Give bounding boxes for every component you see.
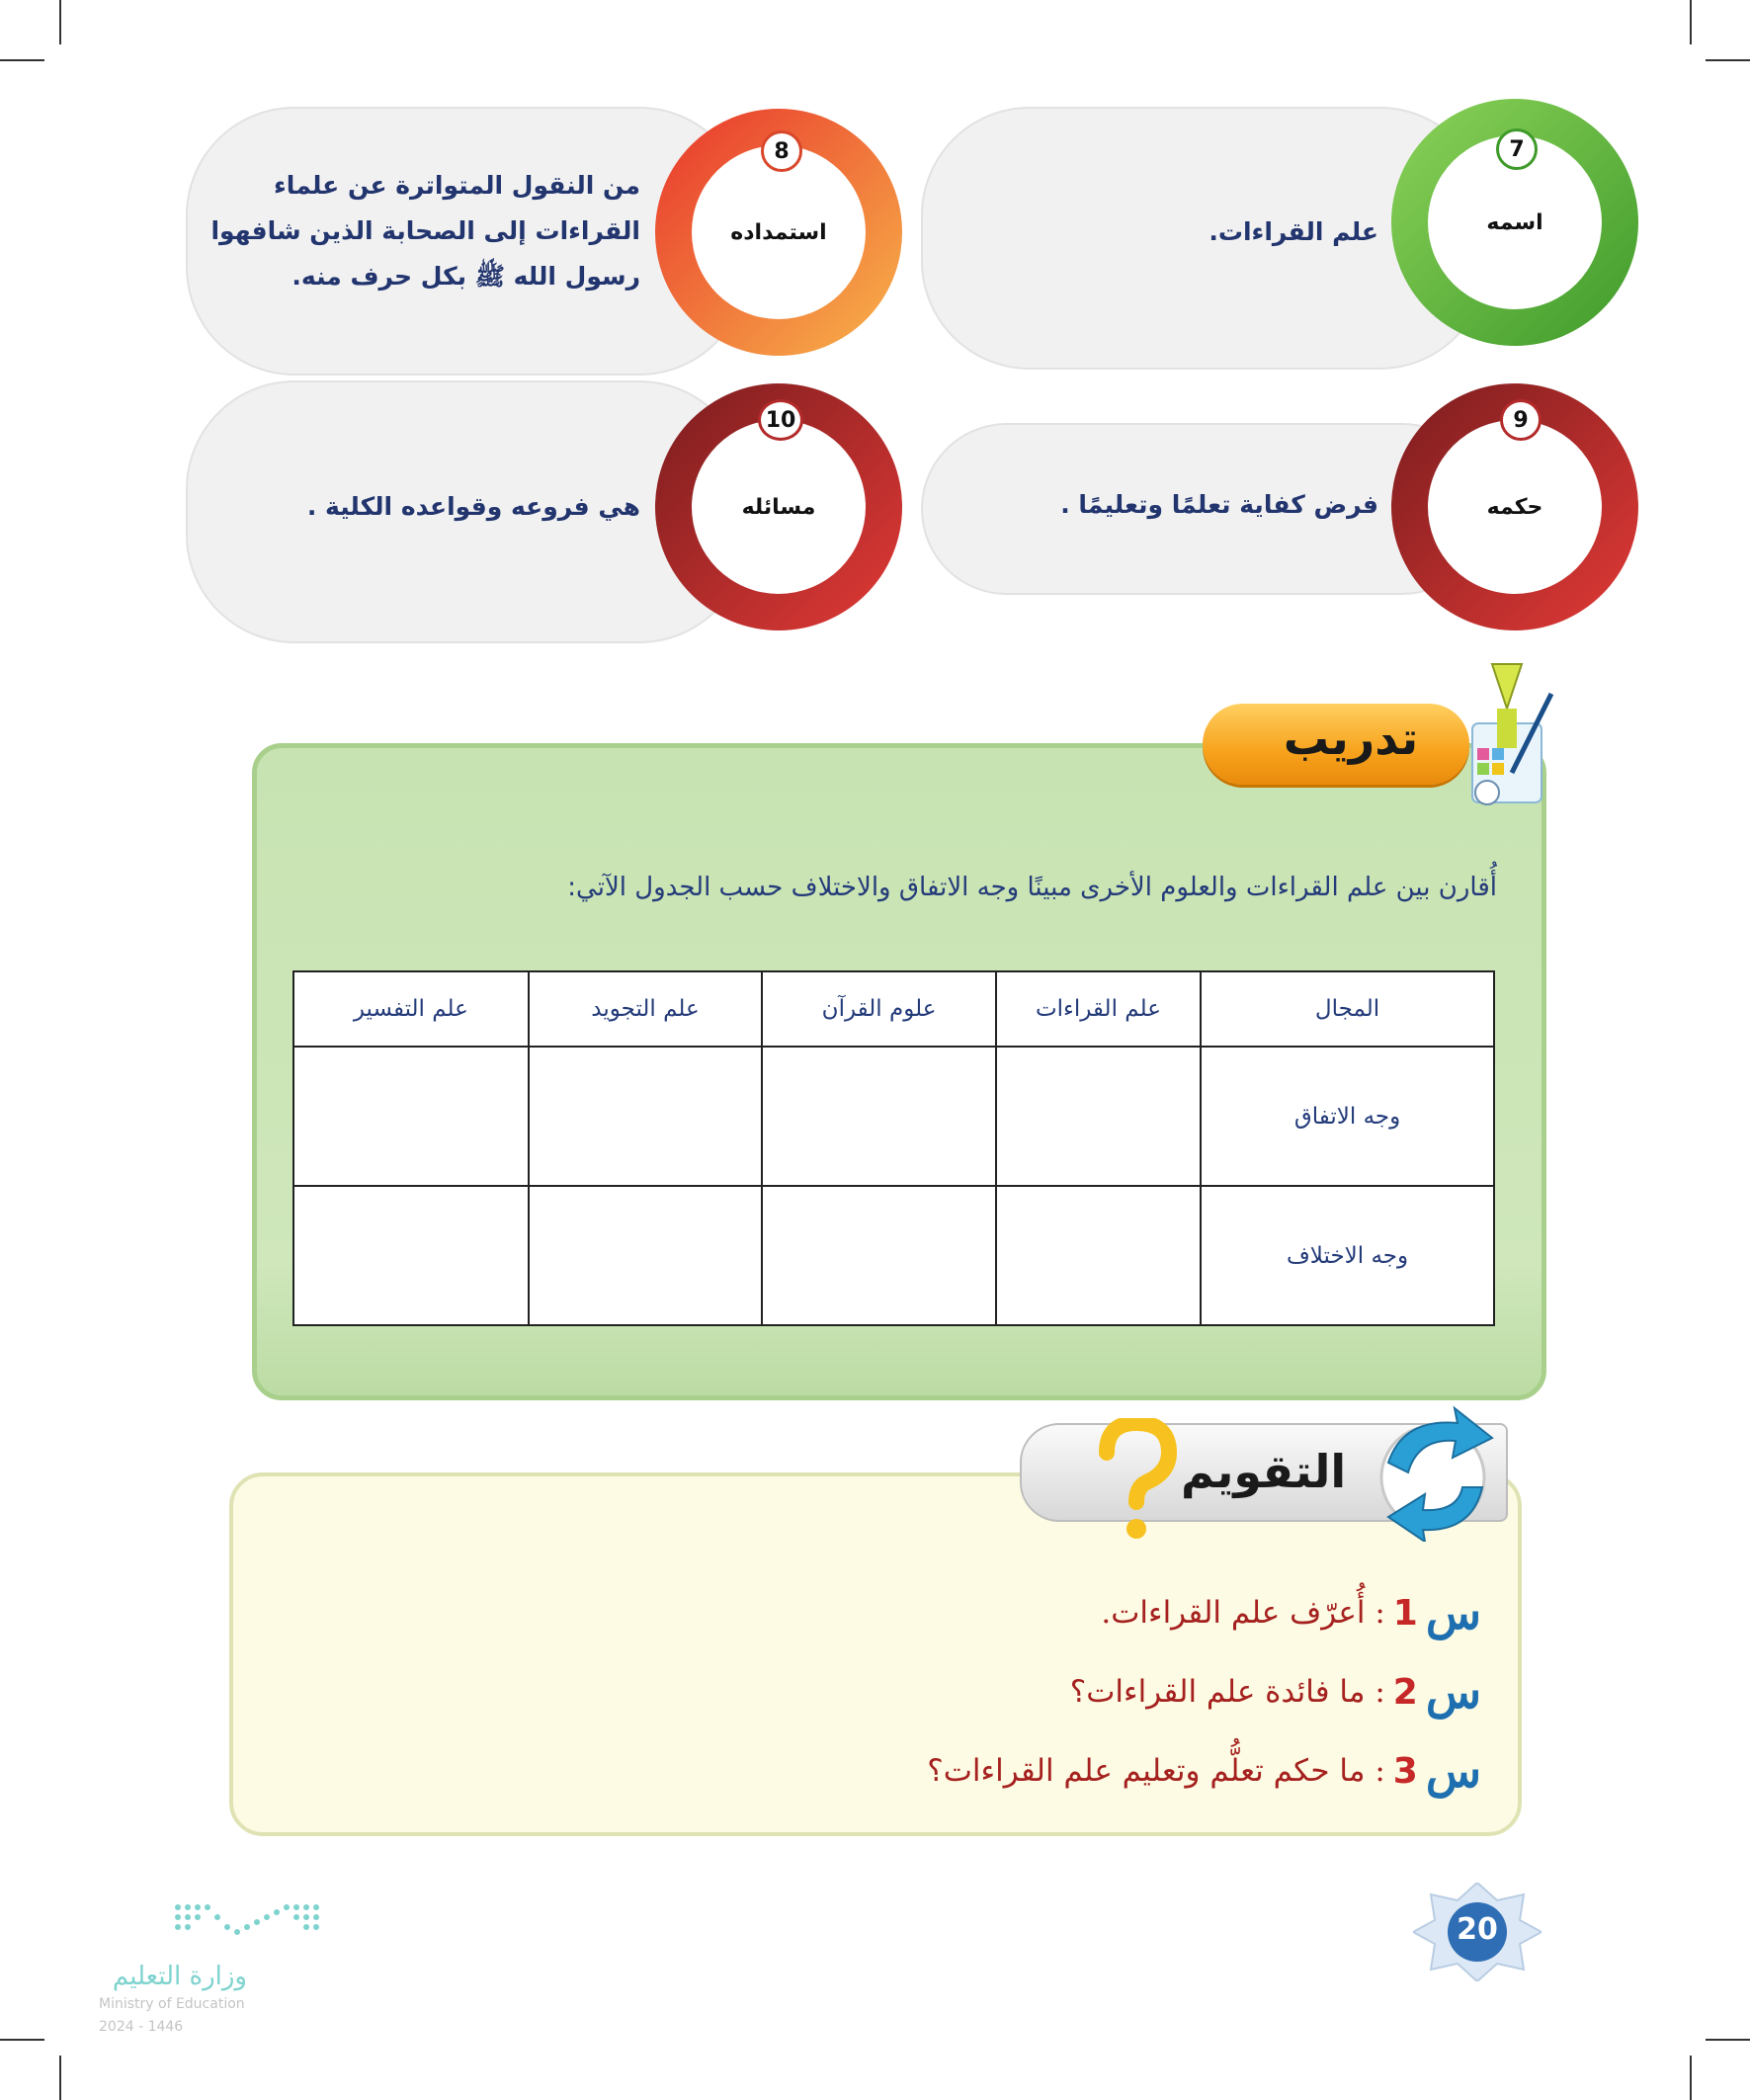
ring-label-ruling: حكمه [1428, 420, 1602, 594]
question-row [927, 1744, 1481, 1798]
crop-mark [0, 2039, 44, 2041]
table-cell [762, 1186, 996, 1325]
table-cell [293, 1186, 529, 1325]
question-number: 3 [1392, 1750, 1418, 1792]
question-row [1101, 1586, 1481, 1639]
table-header-cell: علم القراءات [996, 971, 1201, 1047]
question-mark-icon [1092, 1418, 1181, 1547]
table-cell [996, 1047, 1201, 1186]
ring-label-source: استمداده [692, 145, 866, 319]
crop-mark [1690, 0, 1692, 44]
crop-mark [0, 59, 44, 61]
table-header-cell: علم التفسير [293, 971, 529, 1047]
ring-label-issues: مسائله [692, 420, 866, 594]
crop-mark [59, 0, 61, 44]
crop-mark [1706, 2039, 1750, 2041]
page-number: 20 [1457, 1912, 1498, 1947]
card-text-ruling: فرض كفاية تعلمًا وتعليمًا . [1060, 490, 1378, 519]
table-header-cell: علم التجويد [529, 971, 763, 1047]
number-badge: 9 [1500, 399, 1542, 441]
training-title: تدريب [1283, 712, 1419, 765]
stationery-icon [1453, 654, 1571, 812]
refresh-arrow-icon [1364, 1403, 1512, 1542]
card-text-name: علم القراءات. [1208, 217, 1378, 246]
table-header-cell: علوم القرآن [762, 971, 996, 1047]
table-row [293, 1186, 1494, 1325]
crop-mark [59, 2056, 61, 2100]
edition-year: 2024 - 1446 [99, 2019, 184, 2035]
question-mark: س [1425, 1665, 1481, 1719]
table-header-cell: المجال [1201, 971, 1494, 1047]
question-number: 2 [1392, 1671, 1418, 1713]
question-mark: س [1425, 1586, 1481, 1639]
card-text-issues: هي فروعه وقواعده الكلية . [306, 492, 640, 521]
table-row [293, 1047, 1494, 1186]
question-mark: س [1425, 1744, 1481, 1798]
table-cell [529, 1047, 763, 1186]
card-text-source: من النقول المتواترة عن علماء القراءات إلى الصحابة الذين شافهوا رسول الله ﷺ بكل حرف منه. [210, 171, 640, 291]
ring-label-name: اسمه [1428, 135, 1602, 309]
number-badge: 10 [758, 399, 803, 441]
crop-mark [1706, 59, 1750, 61]
question-text: : ما فائدة علم القراءات؟ [1069, 1674, 1385, 1710]
question-number: 1 [1392, 1592, 1418, 1634]
table-cell [762, 1047, 996, 1186]
table-row-label: وجه الاختلاف [1201, 1186, 1494, 1325]
ministry-logo-icon [168, 1897, 326, 1947]
question-text: : أُعرّف علم القراءات. [1101, 1595, 1385, 1631]
question-text: : ما حكم تعلُّم وتعليم علم القراءات؟ [927, 1753, 1385, 1789]
training-instruction: أُقارن بين علم القراءات والعلوم الأخرى مبينًا وجه الاتفاق والاختلاف حسب الجدول الآتي: [567, 873, 1497, 902]
table-cell [996, 1186, 1201, 1325]
comparison-table [292, 970, 1495, 1326]
table-cell [293, 1047, 529, 1186]
evaluation-title: التقويم [1181, 1445, 1347, 1498]
table-header-row [293, 971, 1494, 1047]
ministry-name-english: Ministry of Education [99, 1996, 245, 2012]
table-row-label: وجه الاتفاق [1201, 1047, 1494, 1186]
question-row [1070, 1665, 1481, 1719]
crop-mark [1690, 2056, 1692, 2100]
number-badge: 7 [1496, 128, 1538, 170]
ministry-name-arabic: وزارة التعليم [112, 1962, 247, 1991]
number-badge: 8 [761, 130, 802, 172]
table-cell [529, 1186, 763, 1325]
